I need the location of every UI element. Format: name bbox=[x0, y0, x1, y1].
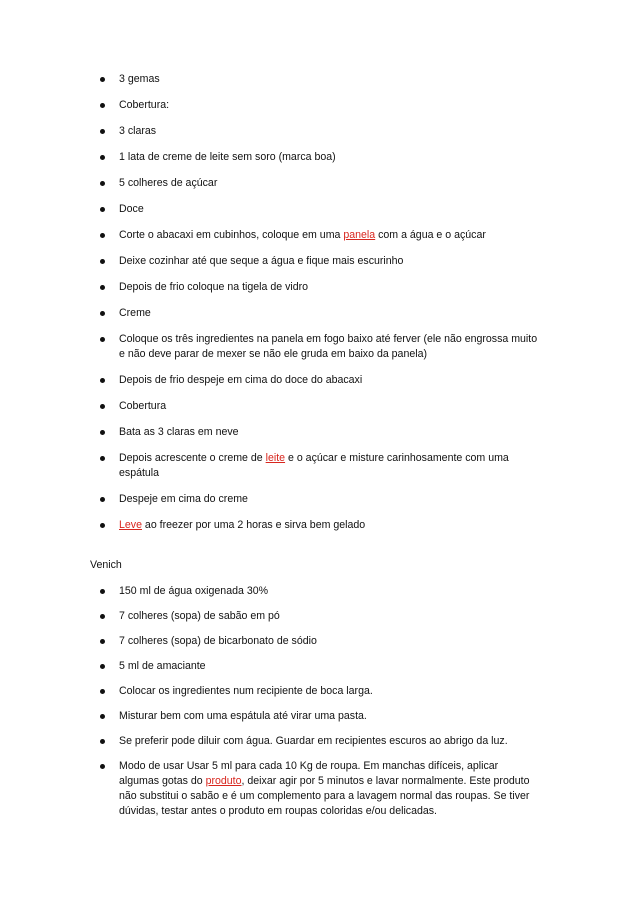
inline-link[interactable]: produto bbox=[205, 775, 242, 787]
item-text: Deixe cozinhar até que seque a água e fique mais escurinho bbox=[119, 255, 404, 267]
bullet-icon bbox=[100, 764, 105, 769]
list-item bbox=[0, 759, 539, 819]
item-text: Se preferir pode diluir com água. Guardar em recipientes escuros ao abrigo da luz. bbox=[119, 735, 508, 747]
bullet-icon bbox=[100, 589, 105, 594]
item-text: Depois de frio coloque na tigela de vidro bbox=[119, 281, 309, 293]
item-text: Coloque os três ingredientes na panela em fogo baixo até ferver (ele não engrossa muito e não deve parar de mexer se não ele gruda em baixo da panela) bbox=[119, 333, 538, 360]
bullet-icon bbox=[100, 639, 105, 644]
list-item bbox=[0, 98, 539, 113]
list-item bbox=[0, 280, 539, 295]
bullet-icon bbox=[100, 497, 105, 502]
bullet-icon bbox=[100, 181, 105, 186]
bullet-icon bbox=[100, 311, 105, 316]
item-text: Corte o abacaxi em cubinhos, coloque em uma bbox=[119, 229, 344, 241]
item-text: Depois acrescente o creme de bbox=[119, 452, 266, 464]
bullet-icon bbox=[100, 614, 105, 619]
item-text: , deixar agir por 5 minutos e lavar normalmente. Este produto não substitui o sabão e é um complemento para a lavagem normal das roupas. Se tiver dúvidas, testar antes o produto em roupas coloridas e/ou delicadas. bbox=[119, 775, 530, 817]
bullet-icon bbox=[100, 404, 105, 409]
item-text: ao freezer por uma 2 horas e sirva bem gelado bbox=[141, 519, 366, 531]
section-heading: Venich bbox=[90, 559, 122, 571]
list-item bbox=[0, 373, 539, 388]
item-text: 5 ml de amaciante bbox=[119, 660, 206, 672]
item-text: 7 colheres (sopa) de bicarbonato de sódio bbox=[119, 635, 317, 647]
bullet-icon bbox=[100, 739, 105, 744]
list-item bbox=[0, 332, 539, 362]
inline-link[interactable]: leite bbox=[265, 452, 286, 464]
item-text: Bata as 3 claras em neve bbox=[119, 426, 239, 438]
bullet-icon bbox=[100, 77, 105, 82]
item-text: Cobertura bbox=[119, 400, 167, 412]
list-item bbox=[0, 684, 539, 699]
list-item bbox=[0, 150, 539, 165]
list-item bbox=[0, 254, 539, 269]
bullet-icon bbox=[100, 714, 105, 719]
item-text: Misturar bem com uma espátula até virar uma pasta. bbox=[119, 710, 367, 722]
item-text: 1 lata de creme de leite sem soro (marca boa) bbox=[119, 151, 336, 163]
list-item bbox=[0, 709, 539, 724]
list-item bbox=[0, 124, 539, 139]
item-text: Colocar os ingredientes num recipiente de boca larga. bbox=[119, 685, 373, 697]
item-text: Doce bbox=[119, 203, 144, 215]
list-item bbox=[0, 72, 539, 87]
list-item bbox=[0, 584, 539, 599]
list-item bbox=[0, 306, 539, 321]
bullet-icon bbox=[100, 103, 105, 108]
bullet-icon bbox=[100, 233, 105, 238]
item-text: 150 ml de água oxigenada 30% bbox=[119, 585, 269, 597]
item-text: Cobertura: bbox=[119, 99, 170, 111]
list-item bbox=[0, 228, 539, 243]
bullet-icon bbox=[100, 259, 105, 264]
venich-list bbox=[0, 584, 539, 829]
bullet-icon bbox=[100, 129, 105, 134]
bullet-icon bbox=[100, 523, 105, 528]
bullet-icon bbox=[100, 378, 105, 383]
item-text: com a água e o açúcar bbox=[375, 229, 486, 241]
bullet-icon bbox=[100, 207, 105, 212]
item-text: Modo de usar Usar 5 ml para cada 10 Kg de roupa. Em manchas difíceis, aplicar algumas gotas do bbox=[119, 760, 499, 787]
inline-link[interactable]: Leve bbox=[119, 519, 142, 531]
list-item bbox=[0, 202, 539, 217]
list-item bbox=[0, 425, 539, 440]
bullet-icon bbox=[100, 430, 105, 435]
bullet-icon bbox=[100, 664, 105, 669]
item-text: e o açúcar e misture carinhosamente com uma espátula bbox=[119, 452, 509, 479]
item-text: 7 colheres (sopa) de sabão em pó bbox=[119, 610, 280, 622]
bullet-icon bbox=[100, 456, 105, 461]
list-item bbox=[0, 734, 539, 749]
bullet-icon bbox=[100, 285, 105, 290]
item-text: Despeje em cima do creme bbox=[119, 493, 248, 505]
list-item bbox=[0, 609, 539, 624]
item-text: 3 gemas bbox=[119, 73, 160, 85]
item-text: 3 claras bbox=[119, 125, 157, 137]
bullet-icon bbox=[100, 155, 105, 160]
item-text: 5 colheres de açúcar bbox=[119, 177, 218, 189]
list-item bbox=[0, 634, 539, 649]
bullet-icon bbox=[100, 337, 105, 342]
list-item bbox=[0, 399, 539, 414]
item-text: Creme bbox=[119, 307, 151, 319]
item-text: Depois de frio despeje em cima do doce do abacaxi bbox=[119, 374, 363, 386]
list-item bbox=[0, 659, 539, 674]
list-item bbox=[0, 518, 539, 533]
list-item bbox=[0, 451, 539, 481]
inline-link[interactable]: panela bbox=[343, 229, 376, 241]
bullet-icon bbox=[100, 689, 105, 694]
recipe-list bbox=[0, 72, 539, 544]
list-item bbox=[0, 492, 539, 507]
list-item bbox=[0, 176, 539, 191]
